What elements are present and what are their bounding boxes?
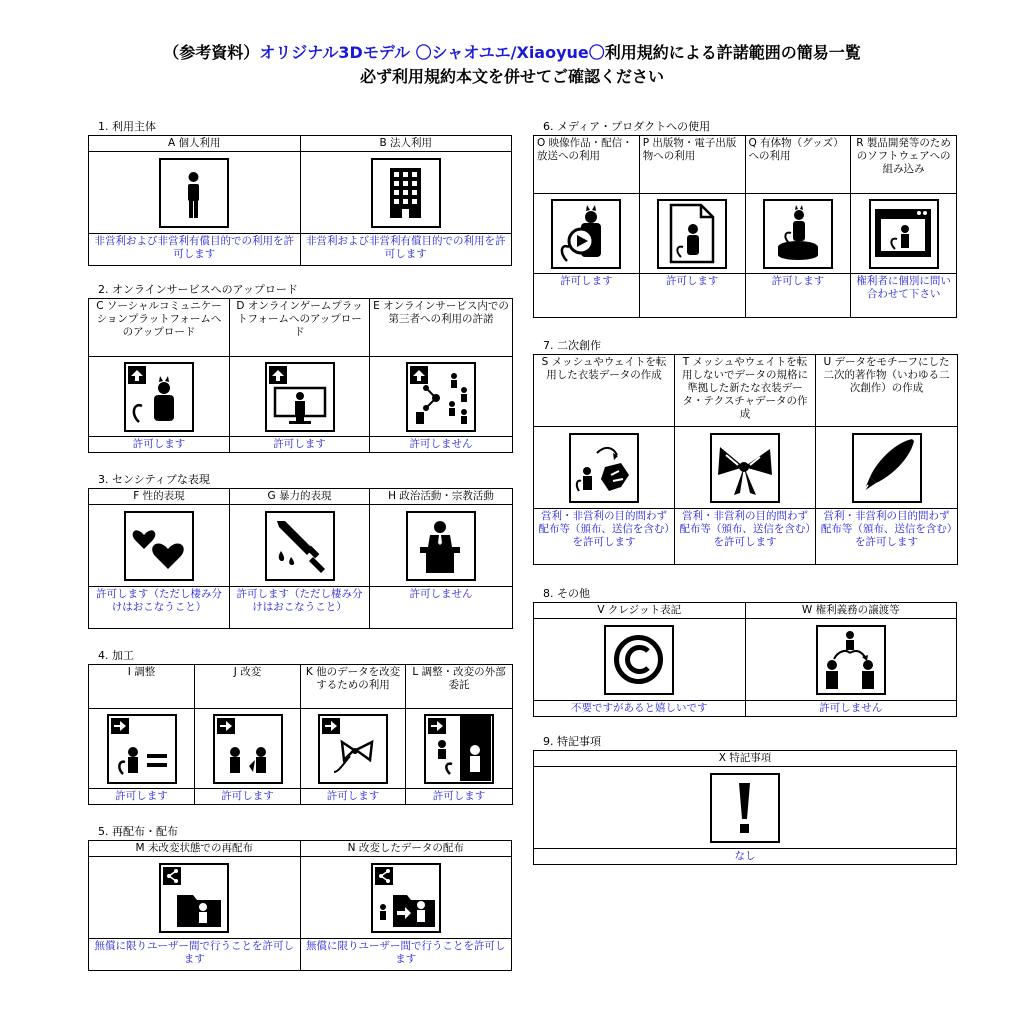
permission-text: なし (534, 849, 957, 865)
item-label: V クレジット表記 (534, 603, 746, 619)
bow-icon (710, 433, 780, 503)
item-label: T メッシュやウェイトを転用しないでデータの規格に準拠した新たな衣装データ・テクスチャデータの作成 (675, 355, 816, 427)
item-label: W 権利義務の譲渡等 (745, 603, 957, 619)
page-title: （参考資料）オリジナル3Dモデル 〇シャオユエ/Xiaoyue〇利用規約による許諾範囲の簡易一覧 (163, 43, 861, 62)
section-heading: 9. 特記事項 (543, 735, 601, 748)
permission-text: 営利・非営利の目的問わず配布等（頒布、送信を含む）を許可します (675, 509, 816, 565)
knife-icon (265, 511, 335, 581)
permission-text: 許可します (534, 274, 640, 318)
page-subtitle: 必ず利用規約本文を併せてご確認ください (359, 67, 664, 86)
exclamation-icon (710, 773, 780, 843)
costume-transfer-icon (569, 433, 639, 503)
section-usage-subject (88, 119, 512, 266)
item-label: P 出版物・電子出版物への利用 (639, 136, 745, 194)
share-users-icon (406, 362, 476, 432)
section-online-upload (88, 282, 513, 453)
permission-text: 許可します (745, 274, 851, 318)
item-label: B 法人利用 (300, 136, 512, 152)
section-heading: 2. オンラインサービスへのアップロード (98, 283, 298, 296)
item-label: G 暴力的表現 (230, 489, 370, 505)
section-heading: 3. センシティブな表現 (98, 473, 210, 486)
copyright-icon (604, 625, 674, 695)
section-heading: 7. 二次創作 (543, 339, 601, 352)
section-sensitive-expression (88, 472, 513, 629)
upload-avatar-icon (124, 362, 194, 432)
permission-text: 営利・非営利の目的問わず配布等（頒布、送信を含む）を許可します (534, 509, 675, 565)
permission-text: 非営利および非営利有償目的での利用を許可します (89, 234, 301, 266)
section-heading: 8. その他 (543, 587, 590, 600)
permission-text: 権利者に個別に問い合わせて下さい (851, 274, 957, 318)
permission-text: 無償に限りユーザー間で行うことを許可します (300, 939, 512, 971)
item-label: I 調整 (89, 665, 195, 709)
permission-text: 許可します（ただし棲み分けはおこなうこと） (230, 587, 370, 629)
item-label: E オンラインサービス内での第三者への利用の許諾 (370, 299, 513, 357)
permission-text: 無償に限りユーザー間で行うことを許可します (89, 939, 301, 971)
permission-text: 許可します (230, 437, 370, 453)
item-label: M 未改変状態での再配布 (89, 841, 301, 857)
section-heading: 4. 加工 (98, 649, 134, 662)
adjust-icon (107, 714, 177, 784)
permission-text: 非営利および非営利有償目的での利用を許可します (300, 234, 512, 266)
model-name: オリジナル3Dモデル 〇シャオユエ/Xiaoyue〇 (259, 43, 605, 62)
ribbon-icon (318, 714, 388, 784)
section-heading: 5. 再配布・配布 (98, 825, 178, 838)
podium-icon (406, 511, 476, 581)
permission-text: 不要ですがあると嬉しいです (534, 701, 746, 717)
share-modified-icon (371, 863, 441, 933)
item-label: A 個人利用 (89, 136, 301, 152)
item-label: U データをモチーフにした二次的著作物（いわゆる二次創作）の作成 (816, 355, 958, 427)
item-label: K 他のデータを改変するための利用 (301, 665, 406, 709)
section-heading: 6. メディア・プロダクトへの使用 (543, 120, 711, 133)
item-label: F 性的表現 (89, 489, 230, 505)
item-label: X 特記事項 (534, 751, 957, 767)
section-heading: 1. 利用主体 (98, 120, 156, 133)
share-folder-icon (159, 863, 229, 933)
permission-text: 許可します (301, 789, 406, 805)
item-label: N 改変したデータの配布 (300, 841, 512, 857)
permission-text: 許可します (89, 437, 230, 453)
document-icon (657, 199, 727, 269)
figure-icon (763, 199, 833, 269)
item-label: S メッシュやウェイトを転用した衣装データの作成 (534, 355, 675, 427)
section-special-notes (533, 734, 957, 865)
video-icon (551, 199, 621, 269)
item-label: J 改変 (195, 665, 301, 709)
section-redistribution (88, 824, 512, 971)
section-other (533, 586, 957, 717)
permission-text: 許可します（ただし棲み分けはおこなうこと） (89, 587, 230, 629)
item-label: O 映像作品・配信・放送への利用 (534, 136, 640, 194)
permission-text: 許可します (406, 789, 513, 805)
item-label: Q 有体物（グッズ）への利用 (745, 136, 851, 194)
item-label: R 製品開発等のためのソフトウェアへの組み込み (851, 136, 957, 194)
item-label: L 調整・改変の外部委託 (406, 665, 513, 709)
permission-text: 許可します (639, 274, 745, 318)
permission-text: 許可します (89, 789, 195, 805)
permission-text: 許可しません (370, 587, 513, 629)
permission-text: 許可しません (370, 437, 513, 453)
modify-icon (213, 714, 283, 784)
software-icon (869, 199, 939, 269)
upload-monitor-icon (265, 362, 335, 432)
building-icon (371, 158, 441, 228)
person-icon (159, 158, 229, 228)
item-label: D オンラインゲームプラットフォームへのアップロード (230, 299, 370, 357)
hearts-icon (124, 511, 194, 581)
outsource-icon (424, 714, 494, 784)
item-label: H 政治活動・宗教活動 (370, 489, 513, 505)
permission-text: 許可します (195, 789, 301, 805)
item-label: C ソーシャルコミュニケーションプラットフォームへのアップロード (89, 299, 230, 357)
section-derivative-works (533, 338, 958, 565)
section-processing (88, 648, 513, 805)
permission-text: 営利・非営利の目的問わず配布等（頒布、送信を含む）を許可します (816, 509, 958, 565)
section-media-products (533, 119, 957, 318)
permission-text: 許可しません (745, 701, 957, 717)
pen-icon (852, 433, 922, 503)
transfer-icon (816, 625, 886, 695)
